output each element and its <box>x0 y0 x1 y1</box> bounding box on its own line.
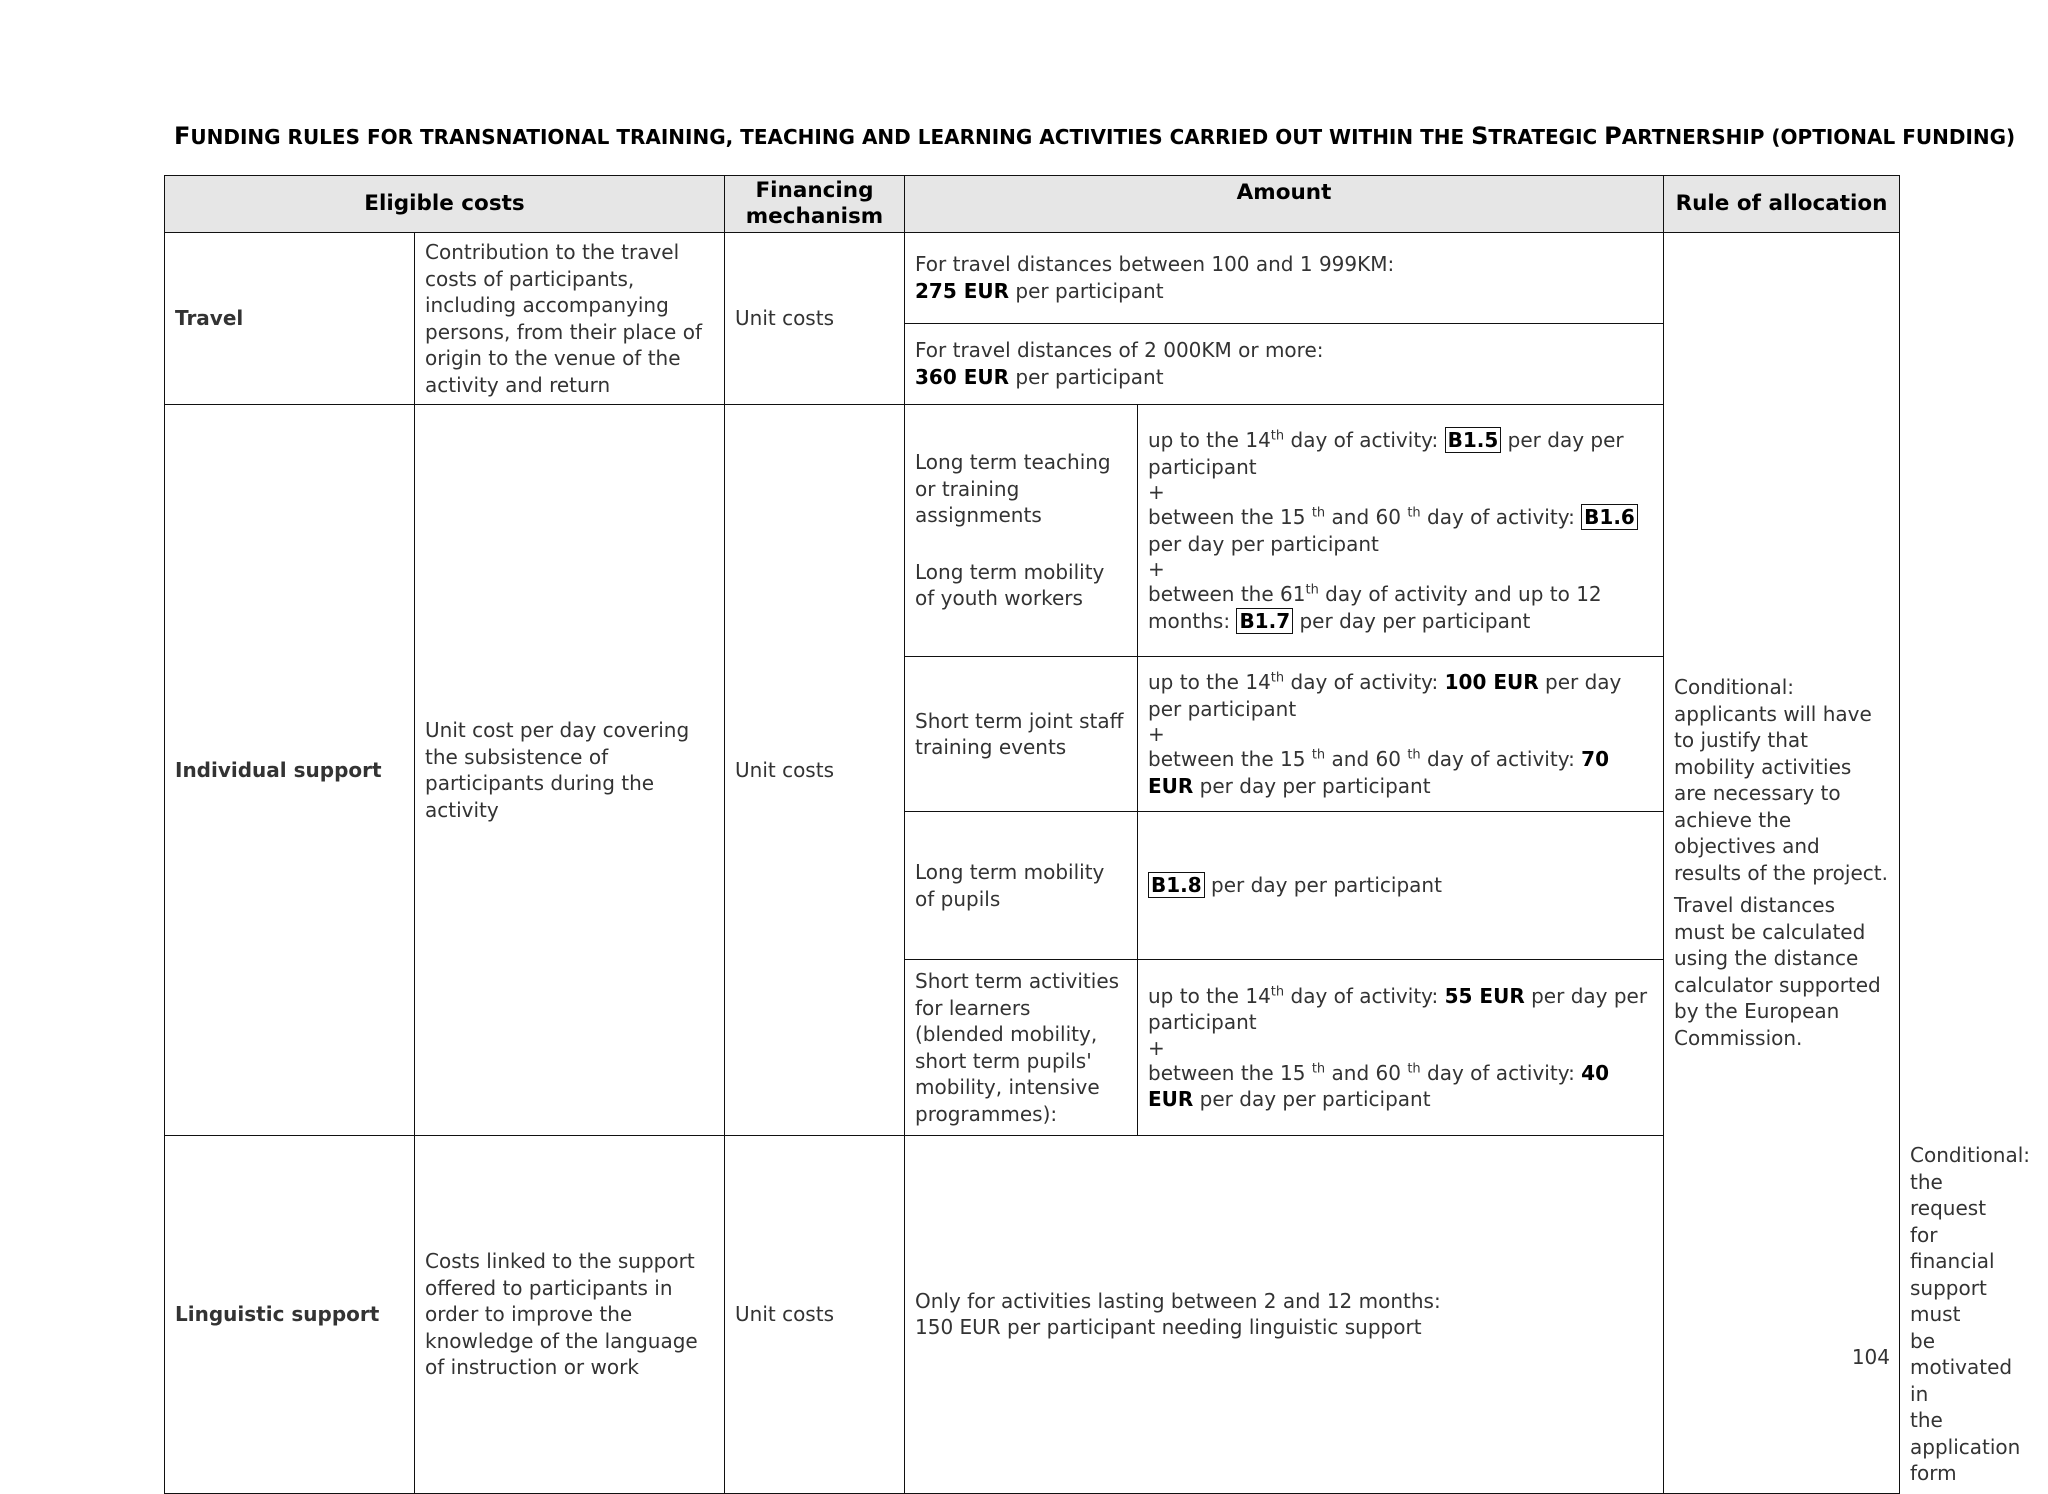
page-title: FUNDING RULES FOR TRANSNATIONAL TRAINING, TEACHING AND LEARNING ACTIVITIES CARRIED OUT WITHIN THE STRATEGIC PARTNERSHIP (OPTIONAL FUNDING) <box>174 122 2016 150</box>
table-row <box>165 233 1900 324</box>
linguistic-amount <box>905 1136 1664 1494</box>
travel-band-1 <box>905 233 1664 324</box>
linguistic-description: Costs linked to the support offered to participants in order to improve the knowledge of the language of instruction or work <box>415 1136 725 1494</box>
linguistic-amount-line-2: 150 EUR per participant needing linguistic support <box>915 1315 1422 1340</box>
individual-mechanism: Unit costs <box>725 405 905 1136</box>
header-amount: Amount <box>905 176 1664 233</box>
header-rule-of-allocation: Rule of allocation <box>1664 176 1900 233</box>
rate-code-b1-6: B1.6 <box>1581 504 1638 530</box>
amount-55-eur: 55 EUR <box>1444 983 1525 1008</box>
plus-sign: + <box>1148 557 1165 581</box>
individual-description: Unit cost per day covering the subsistence of participants during the activity <box>415 405 725 1136</box>
travel-mechanism: Unit costs <box>725 233 905 405</box>
short-staff-category: Short term joint staff training events <box>905 657 1138 812</box>
header-row <box>165 176 1900 233</box>
plus-sign: + <box>1148 1035 1165 1060</box>
amount-70-eur: 70 EUR <box>1148 747 1610 798</box>
travel-band-1-amount: 275 EUR <box>915 278 1010 303</box>
short-learners-category-2: (blended mobility, short term pupils' mobility, intensive programmes): <box>915 1022 1100 1126</box>
long-term-category-1: Long term teaching or training assignments <box>915 450 1111 528</box>
row-label-individual-support: Individual support <box>165 405 415 1136</box>
plus-sign: + <box>1148 480 1165 504</box>
pupils-category: Long term mobility of pupils <box>905 812 1138 960</box>
individual-rule-cell <box>1664 233 1900 1494</box>
linguistic-mechanism: Unit costs <box>725 1136 905 1494</box>
amount-100-eur: 100 EUR <box>1444 670 1539 694</box>
page-number: 104 <box>1851 1345 1890 1369</box>
rate-code-b1-8: B1.8 <box>1148 872 1205 898</box>
travel-description: Contribution to the travel costs of participants, including accompanying persons, from their place of origin to the venue of the activity and return <box>415 233 725 405</box>
table-row <box>165 405 1900 657</box>
linguistic-amount-line-1: Only for activities lasting between 2 and 12 months: <box>915 1288 1441 1313</box>
funding-rules-table <box>164 175 2031 1494</box>
travel-band-2-text: For travel distances of 2 000KM or more: <box>915 338 1324 363</box>
table-row: Linguistic support Costs linked to the support offered to participants in order to improve the knowledge of the language of instruction or work Unit costs Only for activities lasting between 2 and 12 months: 150 EUR per participant needing linguistic support Conditional: the request for financial support must be motivated in the application form <box>165 1136 1900 1494</box>
long-term-category-2: Long term mobility of youth workers <box>915 559 1105 611</box>
travel-band-2-suffix: per participant <box>1009 364 1164 389</box>
rate-code-b1-5: B1.5 <box>1445 427 1502 453</box>
travel-band-1-text: For travel distances between 100 and 1 999KM: <box>915 252 1395 277</box>
individual-rule-2: Travel distances must be calculated using the distance calculator supported by the European Commission. <box>1674 893 1881 1050</box>
amount-40-eur: 40 EUR <box>1148 1060 1610 1111</box>
header-eligible-costs: Eligible costs <box>165 176 725 233</box>
header-financing-mechanism: Financing mechanism <box>725 176 905 233</box>
short-learners-category-1: Short term activities for learners <box>915 969 1120 1020</box>
row-label-linguistic-support: Linguistic support <box>165 1136 415 1494</box>
long-term-categories <box>905 405 1138 657</box>
short-staff-rates: up to the 14th day of activity: 100 EUR per day per participant + between the 15 $^{th}$ and 60 $^{th}$ day of activity: 70 EUR per day per participant <box>1138 657 1664 812</box>
individual-rule-1: Conditional: applicants will have to justify that mobility activities are necessary to achieve the objectives and results of the project. <box>1674 675 1888 885</box>
rate-code-b1-7: B1.7 <box>1236 608 1293 634</box>
short-learners-rates: up to the 14th day of activity: 55 EUR per day per participant + between the 15 $^{th}$ and 60 $^{th}$ day of activity: 40 EUR per day per participant <box>1138 960 1664 1136</box>
travel-band-1-suffix: per participant <box>1009 278 1164 303</box>
pupils-rates: B1.8 per day per participant <box>1138 812 1664 960</box>
row-label-travel: Travel <box>165 233 415 405</box>
plus-sign: + <box>1148 722 1165 746</box>
travel-band-2-amount: 360 EUR <box>915 364 1010 389</box>
travel-band-2 <box>905 323 1664 404</box>
long-term-rates: up to the 14th day of activity: B1.5 per day per participant + between the 15 $^{th}$ and 60 $^{th}$ day of activity: B1.6 per day per participant + between the 61th day of activity and up to 12 months: B1.7 per day per participant <box>1138 405 1664 657</box>
short-learners-categories <box>905 960 1138 1136</box>
